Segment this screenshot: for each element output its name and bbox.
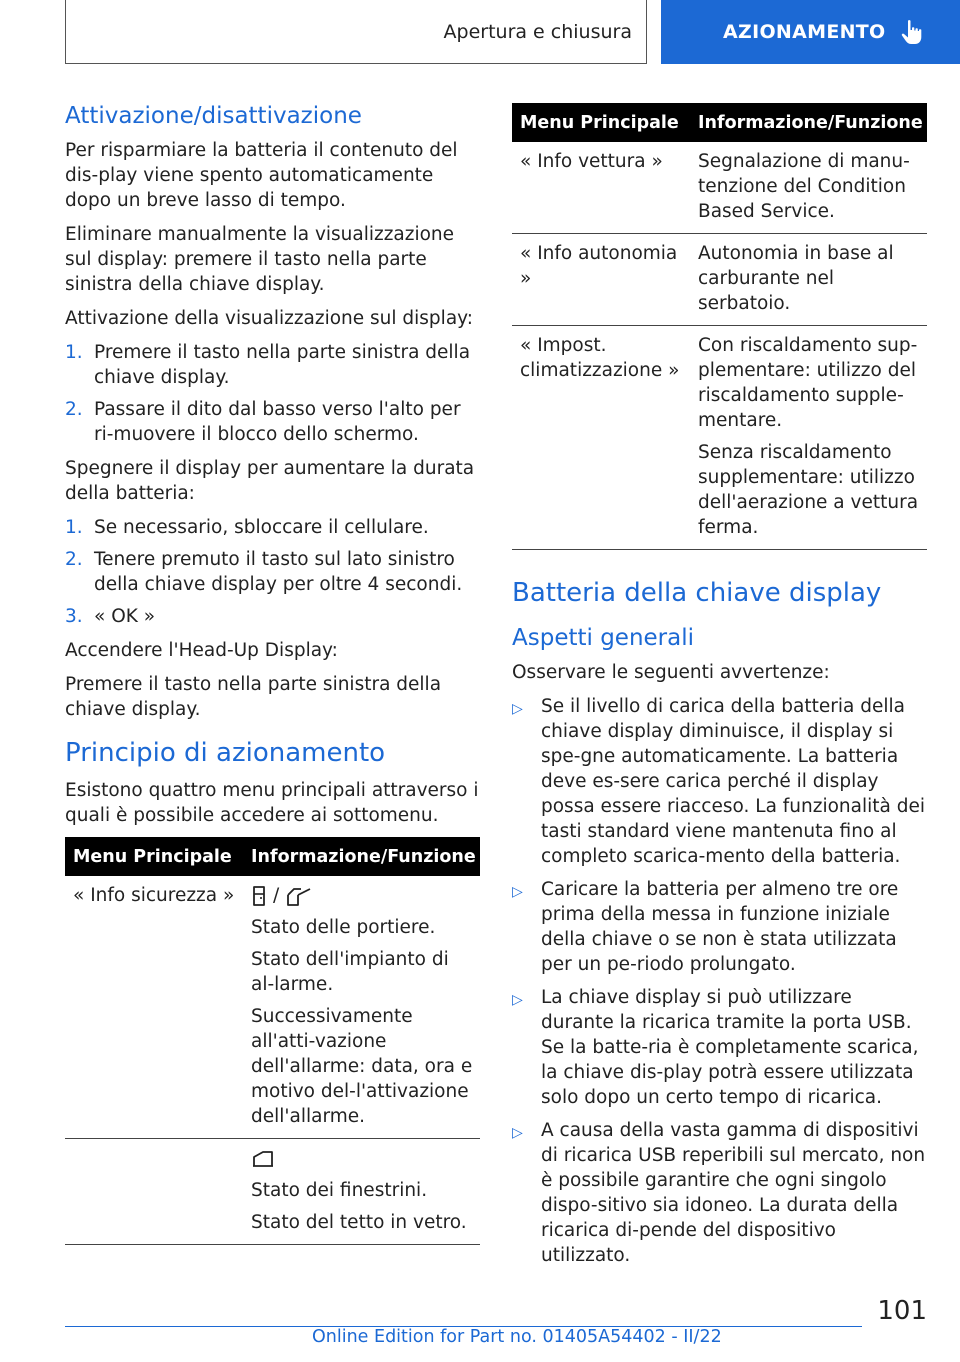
step-text: Premere il tasto nella parte sinistra della chiave display. xyxy=(94,342,471,388)
door-open-icon xyxy=(285,885,313,907)
table-cell-menu: « Info autonomia » xyxy=(512,234,690,326)
table-cell-function xyxy=(690,234,927,326)
table-header-function: Informazione/Funzione xyxy=(243,837,480,876)
paragraph: Esistono quattro menu principali attraverso i quali è possibile accedere ai sottomenu. xyxy=(65,780,479,826)
list-item xyxy=(512,694,927,869)
table-cell-function xyxy=(690,142,927,234)
battery-notes xyxy=(512,694,927,1268)
page-number: 101 xyxy=(877,1296,927,1326)
cell-line: Successivamente all'atti-vazione dell'allarme: data, ora e motivo del-l'attivazione dell'allarme. xyxy=(251,1006,473,1127)
bullet-text: Se il livello di carica della batteria della chiave display diminuisce, il display si spe-gne automaticamente. La batteria deve es-sere carica perché il display possa essere riacceso. La funzionalità dei tasti standard viene mantenuta fino al completo scarica-mento della batteria. xyxy=(541,696,925,867)
left-column xyxy=(65,100,480,1245)
list-item xyxy=(65,547,480,597)
table-header-menu: Menu Principale xyxy=(512,103,690,142)
step-number: 2. xyxy=(65,399,83,420)
triangle-right-icon: ▷ xyxy=(512,701,523,717)
table-cell-menu: « Info vettura » xyxy=(512,142,690,234)
table-row xyxy=(65,1139,480,1245)
cell-line: Autonomia in base al carburante nel serbatoio. xyxy=(698,243,894,314)
triangle-right-icon: ▷ xyxy=(512,884,523,900)
list-item xyxy=(65,604,480,629)
list-item xyxy=(65,340,480,390)
list-item xyxy=(65,515,480,540)
heading-battery: Batteria della chiave display xyxy=(512,578,882,608)
step-number: 1. xyxy=(65,342,83,363)
table-row xyxy=(512,142,927,234)
paragraph: Eliminare manualmente la visualizzazione sul display: premere il tasto nella parte sinistra della chiave display. xyxy=(65,224,455,295)
cell-line: Con riscaldamento sup-plementare: utilizzo del riscaldamento supple-mentare. xyxy=(698,335,918,431)
table-cell-function xyxy=(690,326,927,550)
cell-line: Stato dell'impianto di al-larme. xyxy=(251,949,449,995)
table-row xyxy=(512,326,927,550)
paragraph: Per risparmiare la batteria il contenuto del dis-play viene spento automaticamente dopo un breve lasso di tempo. xyxy=(65,140,458,211)
header-chapter-title: AZIONAMENTO xyxy=(723,21,886,43)
triangle-right-icon: ▷ xyxy=(512,992,523,1008)
cell-line: Stato delle portiere. xyxy=(251,917,436,938)
list-item xyxy=(512,985,927,1110)
window-icons xyxy=(251,1146,474,1171)
step-number: 2. xyxy=(65,549,83,570)
table-row xyxy=(65,876,480,1139)
heading-principle: Principio di azionamento xyxy=(65,738,386,768)
step-text: « OK » xyxy=(94,606,156,627)
cell-line: Segnalazione di manu-tenzione del Condition Based Service. xyxy=(698,151,910,222)
paragraph: Premere il tasto nella parte sinistra della chiave display. xyxy=(65,674,442,720)
bullet-text: A causa della vasta gamma di dispositivi di ricarica USB reperibili sul mercato, non è possibile garantire che ogni singolo dispo-sitivo sia idoneo. La durata della ricarica di-pende del dispositivo utilizzato. xyxy=(541,1120,926,1266)
cell-line: Stato dei finestrini. xyxy=(251,1180,428,1201)
menu-table-right xyxy=(512,103,927,550)
cell-line: Senza riscaldamento supplementare: utilizzo dell'aerazione a vettura ferma. xyxy=(698,442,919,538)
bullet-text: Caricare la batteria per almeno tre ore prima della messa in funzione iniziale della chiave o se non è stata utilizzata per un pe-riodo prolungato. xyxy=(541,879,899,975)
table-cell-menu xyxy=(65,1139,243,1245)
table-cell-menu: « Impost. climatizzazione » xyxy=(512,326,690,550)
table-row xyxy=(512,234,927,326)
list-item xyxy=(512,1118,927,1268)
header-chapter-tab xyxy=(661,0,960,64)
step-text: Se necessario, sbloccare il cellulare. xyxy=(94,517,429,538)
table-cell-function xyxy=(243,1139,480,1245)
hand-pointer-icon xyxy=(900,19,924,45)
door-closed-icon xyxy=(251,885,267,907)
heading-activation: Attivazione/disattivazione xyxy=(65,103,362,129)
list-item xyxy=(512,877,927,977)
paragraph: Attivazione della visualizzazione sul display: xyxy=(65,308,473,329)
bullet-text: La chiave display si può utilizzare durante la ricarica tramite la porta USB. Se la batte-ria è completamente scarica, la chiave dis-play potrà essere utilizzata solo dopo un certo tempo di ricarica. xyxy=(541,987,919,1108)
window-icon xyxy=(251,1149,275,1169)
header-section-title: Apertura e chiusura xyxy=(443,20,632,43)
step-text: Passare il dito dal basso verso l'alto per ri-muovere il blocco dello schermo. xyxy=(94,399,461,445)
steps-activation xyxy=(65,340,480,447)
step-number: 3. xyxy=(65,606,83,627)
triangle-right-icon: ▷ xyxy=(512,1125,523,1141)
table-header-menu: Menu Principale xyxy=(65,837,243,876)
icon-separator: / xyxy=(273,885,280,906)
table-cell-function xyxy=(243,876,480,1139)
right-column xyxy=(512,103,927,1276)
footer-edition: Online Edition for Part no. 01405A54402 - II/22 xyxy=(312,1327,722,1347)
step-number: 1. xyxy=(65,517,83,538)
steps-power-off xyxy=(65,515,480,629)
paragraph: Osservare le seguenti avvertenze: xyxy=(512,662,830,683)
step-text: Tenere premuto il tasto sul lato sinistro della chiave display per oltre 4 secondi. xyxy=(94,549,463,595)
door-icons xyxy=(251,883,474,908)
list-item xyxy=(65,397,480,447)
menu-table-left xyxy=(65,837,480,1245)
header-section-tab xyxy=(65,0,647,64)
paragraph: Spegnere il display per aumentare la durata della batteria: xyxy=(65,458,475,504)
table-cell-menu: « Info sicurezza » xyxy=(65,876,243,1139)
table-header-function: Informazione/Funzione xyxy=(690,103,927,142)
cell-line: Stato del tetto in vetro. xyxy=(251,1212,467,1233)
paragraph: Accendere l'Head-Up Display: xyxy=(65,640,338,661)
heading-general: Aspetti generali xyxy=(512,625,695,651)
